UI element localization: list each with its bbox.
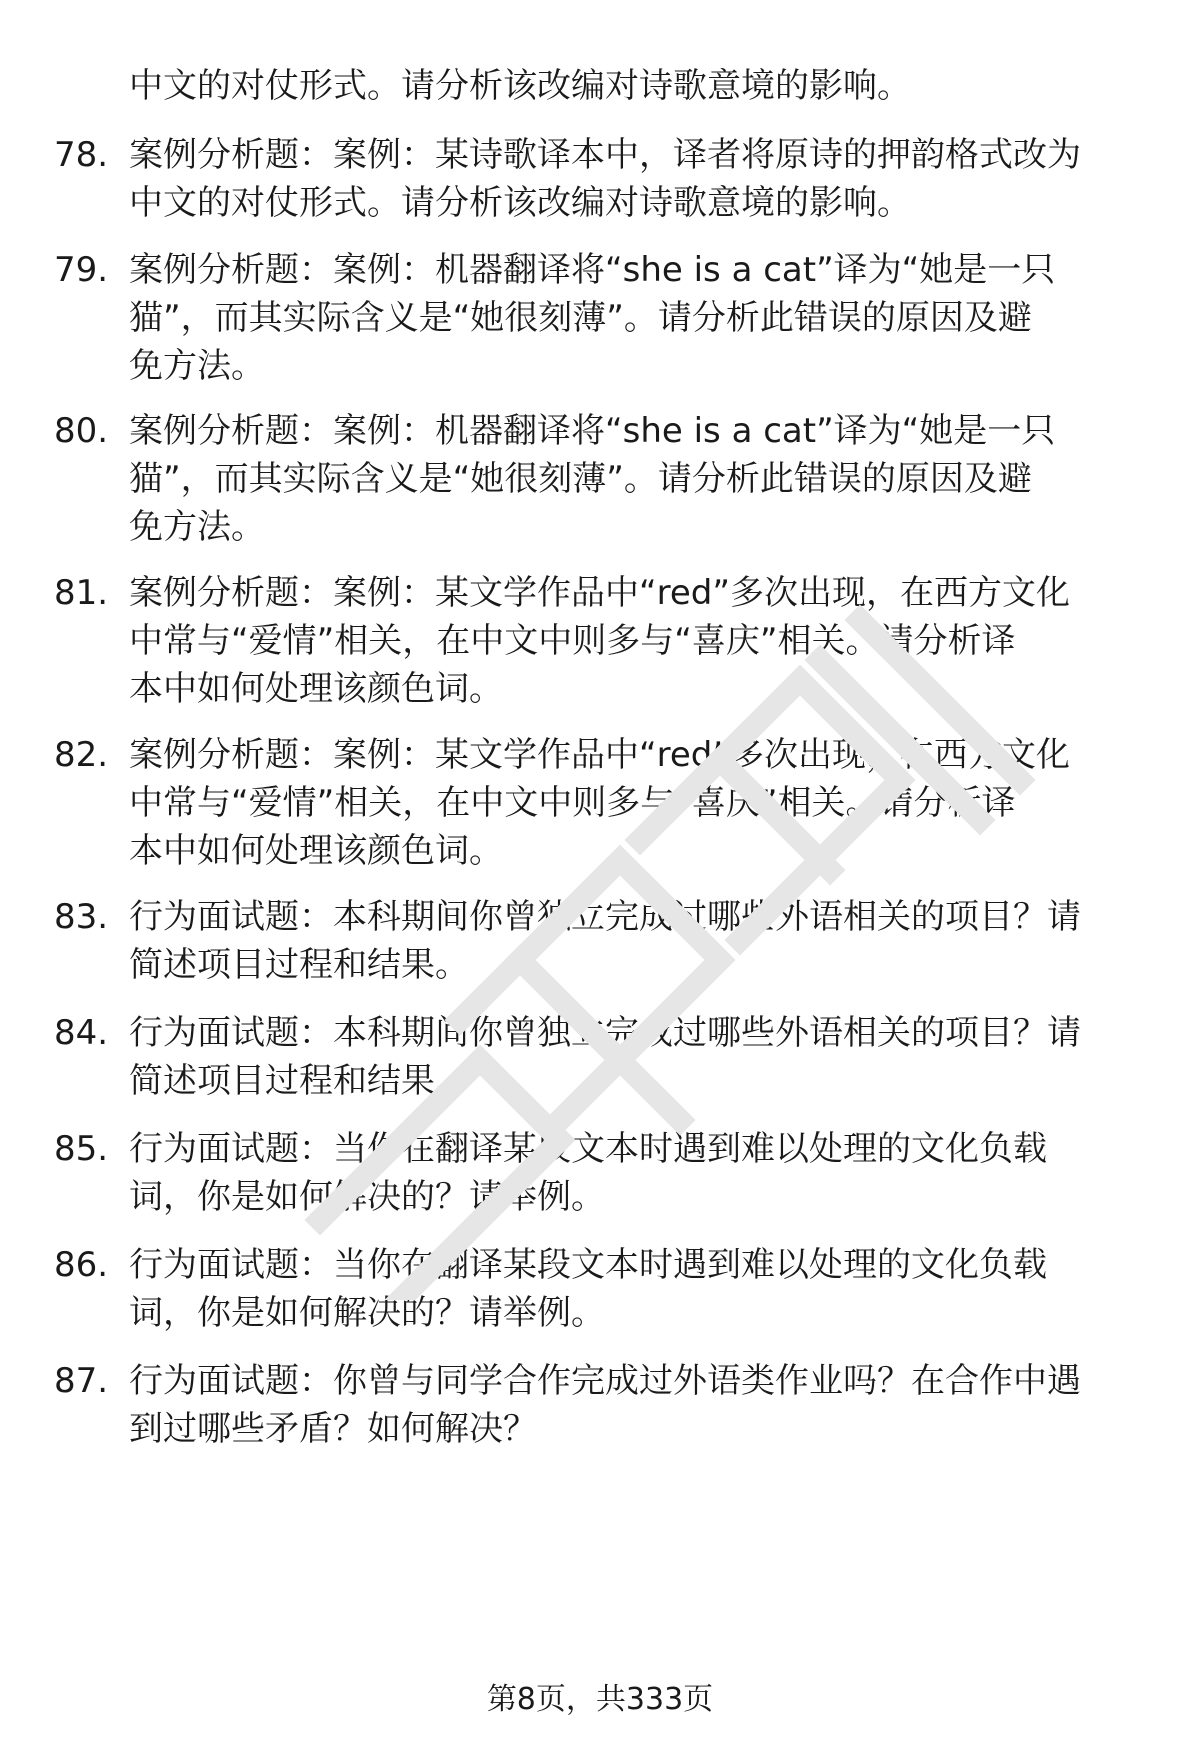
question-item <box>54 1125 1154 1221</box>
question-text <box>129 246 1154 390</box>
question-line: 简述项目过程和结果。 <box>129 945 469 985</box>
question-line: 词，你是如何解决的？请举例。 <box>129 1177 605 1217</box>
question-item <box>54 131 1154 227</box>
question-line: 到过哪些矛盾？如何解决？ <box>129 1409 537 1449</box>
question-text <box>129 407 1154 551</box>
question-line: 案例分析题：案例：某文学作品中“red”多次出现，在西方文化 <box>129 735 1070 775</box>
question-item <box>54 893 1154 989</box>
question-item <box>54 1357 1154 1453</box>
question-line: 行为面试题：本科期间你曾独立完成过哪些外语相关的项目？请 <box>129 897 1081 937</box>
continued-text: 中文的对仗形式。请分析该改编对诗歌意境的影响。 <box>129 66 911 106</box>
question-text <box>129 1241 1154 1337</box>
question-line: 本中如何处理该颜色词。 <box>129 831 503 871</box>
question-line: 行为面试题：当你在翻译某段文本时遇到难以处理的文化负载 <box>129 1129 1047 1169</box>
question-line: 行为面试题：本科期间你曾独立完成过哪些外语相关的项目？请 <box>129 1013 1081 1053</box>
question-text <box>129 1125 1154 1221</box>
question-line: 免方法。 <box>129 346 265 386</box>
question-item <box>54 1241 1154 1337</box>
question-line: 案例分析题：案例：某诗歌译本中，译者将原诗的押韵格式改为 <box>129 135 1081 175</box>
question-number: 81. <box>54 573 109 613</box>
question-line: 行为面试题：当你在翻译某段文本时遇到难以处理的文化负载 <box>129 1245 1047 1285</box>
question-text <box>129 1357 1154 1453</box>
question-line: 简述项目过程和结果。 <box>129 1061 469 1101</box>
question-line: 中常与“爱情”相关，在中文中则多与“喜庆”相关。请分析译 <box>129 783 1016 823</box>
question-number: 83. <box>54 897 109 937</box>
question-number: 80. <box>54 411 109 451</box>
question-number: 78. <box>54 135 109 175</box>
question-item <box>54 246 1154 390</box>
question-line: 词，你是如何解决的？请举例。 <box>129 1293 605 1333</box>
question-number: 85. <box>54 1129 109 1169</box>
question-line: 案例分析题：案例：机器翻译将“she is a cat”译为“她是一只 <box>129 411 1056 451</box>
question-item <box>54 1009 1154 1105</box>
question-line: 猫”，而其实际含义是“她很刻薄”。请分析此错误的原因及避 <box>129 459 1032 499</box>
question-line: 案例分析题：案例：某文学作品中“red”多次出现，在西方文化 <box>129 573 1070 613</box>
question-line: 中常与“爱情”相关，在中文中则多与“喜庆”相关。请分析译 <box>129 621 1016 661</box>
question-line: 案例分析题：案例：机器翻译将“she is a cat”译为“她是一只 <box>129 250 1056 290</box>
question-item <box>54 407 1154 551</box>
question-number: 84. <box>54 1013 109 1053</box>
question-item <box>54 569 1154 713</box>
question-line: 中文的对仗形式。请分析该改编对诗歌意境的影响。 <box>129 183 911 223</box>
question-text <box>129 731 1154 875</box>
page-number: 第8页，共333页 <box>486 1682 714 1717</box>
question-text <box>129 569 1154 713</box>
question-item <box>54 731 1154 875</box>
question-number: 86. <box>54 1245 109 1285</box>
question-text <box>129 1009 1154 1105</box>
question-line: 猫”，而其实际含义是“她很刻薄”。请分析此错误的原因及避 <box>129 298 1032 338</box>
question-line: 本中如何处理该颜色词。 <box>129 669 503 709</box>
question-text <box>129 131 1154 227</box>
question-line: 行为面试题：你曾与同学合作完成过外语类作业吗？在合作中遇 <box>129 1361 1081 1401</box>
question-number: 82. <box>54 735 109 775</box>
question-text <box>129 893 1154 989</box>
question-number: 87. <box>54 1361 109 1401</box>
question-line: 免方法。 <box>129 507 265 547</box>
question-number: 79. <box>54 250 109 290</box>
